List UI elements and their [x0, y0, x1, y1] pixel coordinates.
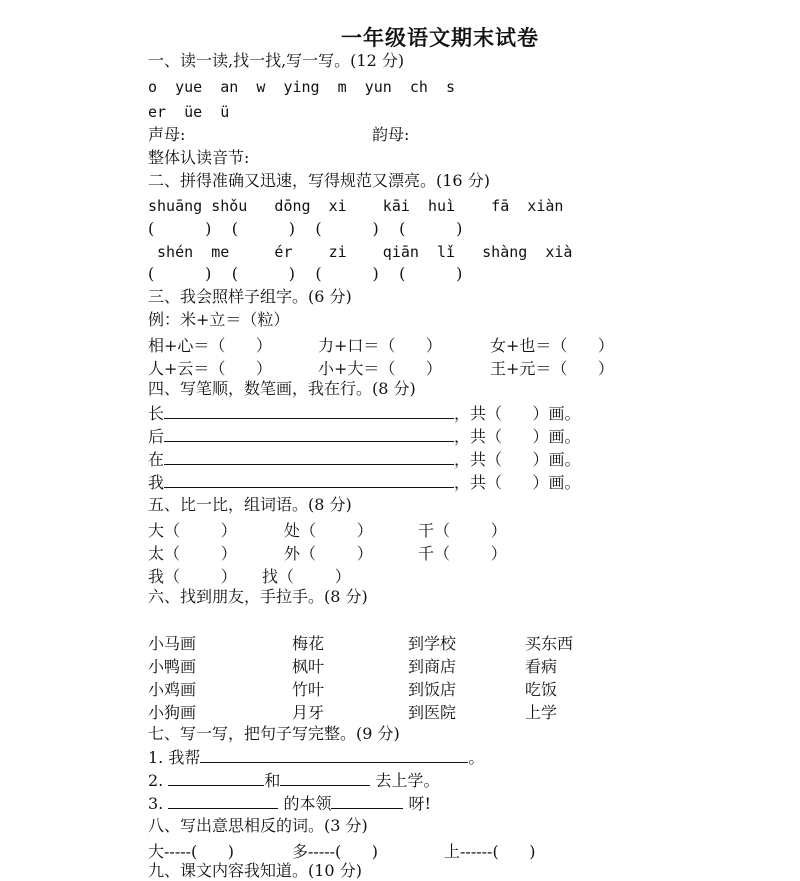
section-1-heading: 一、读一读,找一找,写一写。(12 分) — [148, 51, 405, 70]
match-word: 月牙 — [292, 703, 325, 722]
section-4-heading: 四、写笔顺，数笔画，我在行。(8 分) — [148, 379, 416, 398]
section-9-heading: 九、课文内容我知道。(10 分) — [148, 861, 362, 880]
antonym-3: 上------( ) — [444, 842, 536, 861]
bracket-row-1: ( ) ( ) ( ) ( ) — [148, 219, 463, 238]
match-word: 枫叶 — [292, 657, 325, 676]
match-word: 买东西 — [525, 634, 574, 653]
stroke-row-2: 后 ，共（ ）画。 — [148, 427, 581, 446]
pinyin-row-2: shén me ér zi qiān lǐ shàng xià — [148, 243, 573, 261]
section-3-example: 例：米+立＝（粒） — [148, 310, 290, 329]
match-word: 到医院 — [408, 703, 457, 722]
combine-1: 相+心＝（ ） — [148, 336, 272, 355]
sentence-1: 1. 我帮 。 — [148, 748, 485, 767]
match-word: 小狗画 — [148, 703, 197, 722]
match-word: 梅花 — [292, 634, 325, 653]
bracket-row-2: ( ) ( ) ( ) ( ) — [148, 264, 463, 283]
match-word: 小鸡画 — [148, 680, 197, 699]
match-word: 到饭店 — [408, 680, 457, 699]
combine-3: 女+也＝（ ） — [490, 336, 614, 355]
compare-4: 太（ ） — [148, 544, 237, 563]
match-word: 到商店 — [408, 657, 457, 676]
section-6-heading: 六、找到朋友，手拉手。(8 分) — [148, 587, 368, 606]
compare-2: 处（ ） — [284, 521, 373, 540]
match-word: 看病 — [525, 657, 558, 676]
match-word: 吃饭 — [525, 680, 558, 699]
section-8-heading: 八、写出意思相反的词。(3 分) — [148, 816, 368, 835]
section-3-heading: 三、我会照样子组字。(6 分) — [148, 287, 352, 306]
whole-syllables-label: 整体认读音节: — [148, 148, 250, 167]
stroke-row-3: 在 ，共（ ）画。 — [148, 450, 581, 469]
combine-6: 王+元＝（ ） — [490, 359, 614, 378]
stroke-row-4: 我 ，共（ ）画。 — [148, 473, 581, 492]
exam-title: 一年级语文期末试卷 — [341, 25, 539, 50]
antonym-1: 大-----( ) — [148, 842, 235, 861]
section-1-row-2: er üe ü — [148, 103, 230, 121]
compare-7: 我（ ） — [148, 567, 237, 586]
section-7-heading: 七、写一写，把句子写完整。(9 分) — [148, 724, 400, 743]
compare-1: 大（ ） — [148, 521, 237, 540]
sentence-2: 2. 和 去上学。 — [148, 771, 440, 790]
combine-4: 人+云＝（ ） — [148, 359, 272, 378]
match-word: 上学 — [525, 703, 558, 722]
match-word: 小马画 — [148, 634, 197, 653]
pinyin-row-1: shuāng shǒu dōng xi kāi huì fā xiàn — [148, 197, 564, 215]
finals-label: 韵母: — [372, 125, 410, 144]
match-word: 小鸭画 — [148, 657, 197, 676]
compare-6: 千（ ） — [418, 544, 507, 563]
compare-8: 找（ ） — [262, 567, 351, 586]
section-5-heading: 五、比一比，组词语。(8 分) — [148, 495, 352, 514]
sentence-3: 3. 的本领 呀! — [148, 794, 431, 813]
antonym-2: 多-----( ) — [292, 842, 379, 861]
compare-5: 外（ ） — [284, 544, 373, 563]
initials-label: 声母: — [148, 125, 186, 144]
match-word: 到学校 — [408, 634, 457, 653]
section-1-row-1: o yue an w ying m yun ch s — [148, 78, 456, 96]
match-word: 竹叶 — [292, 680, 325, 699]
combine-2: 力+口＝（ ） — [318, 336, 442, 355]
stroke-row-1: 长 ，共（ ）画。 — [148, 404, 581, 423]
compare-3: 干（ ） — [418, 521, 507, 540]
combine-5: 小+大＝（ ） — [318, 359, 442, 378]
section-2-heading: 二、拼得准确又迅速，写得规范又漂亮。(16 分) — [148, 171, 490, 190]
